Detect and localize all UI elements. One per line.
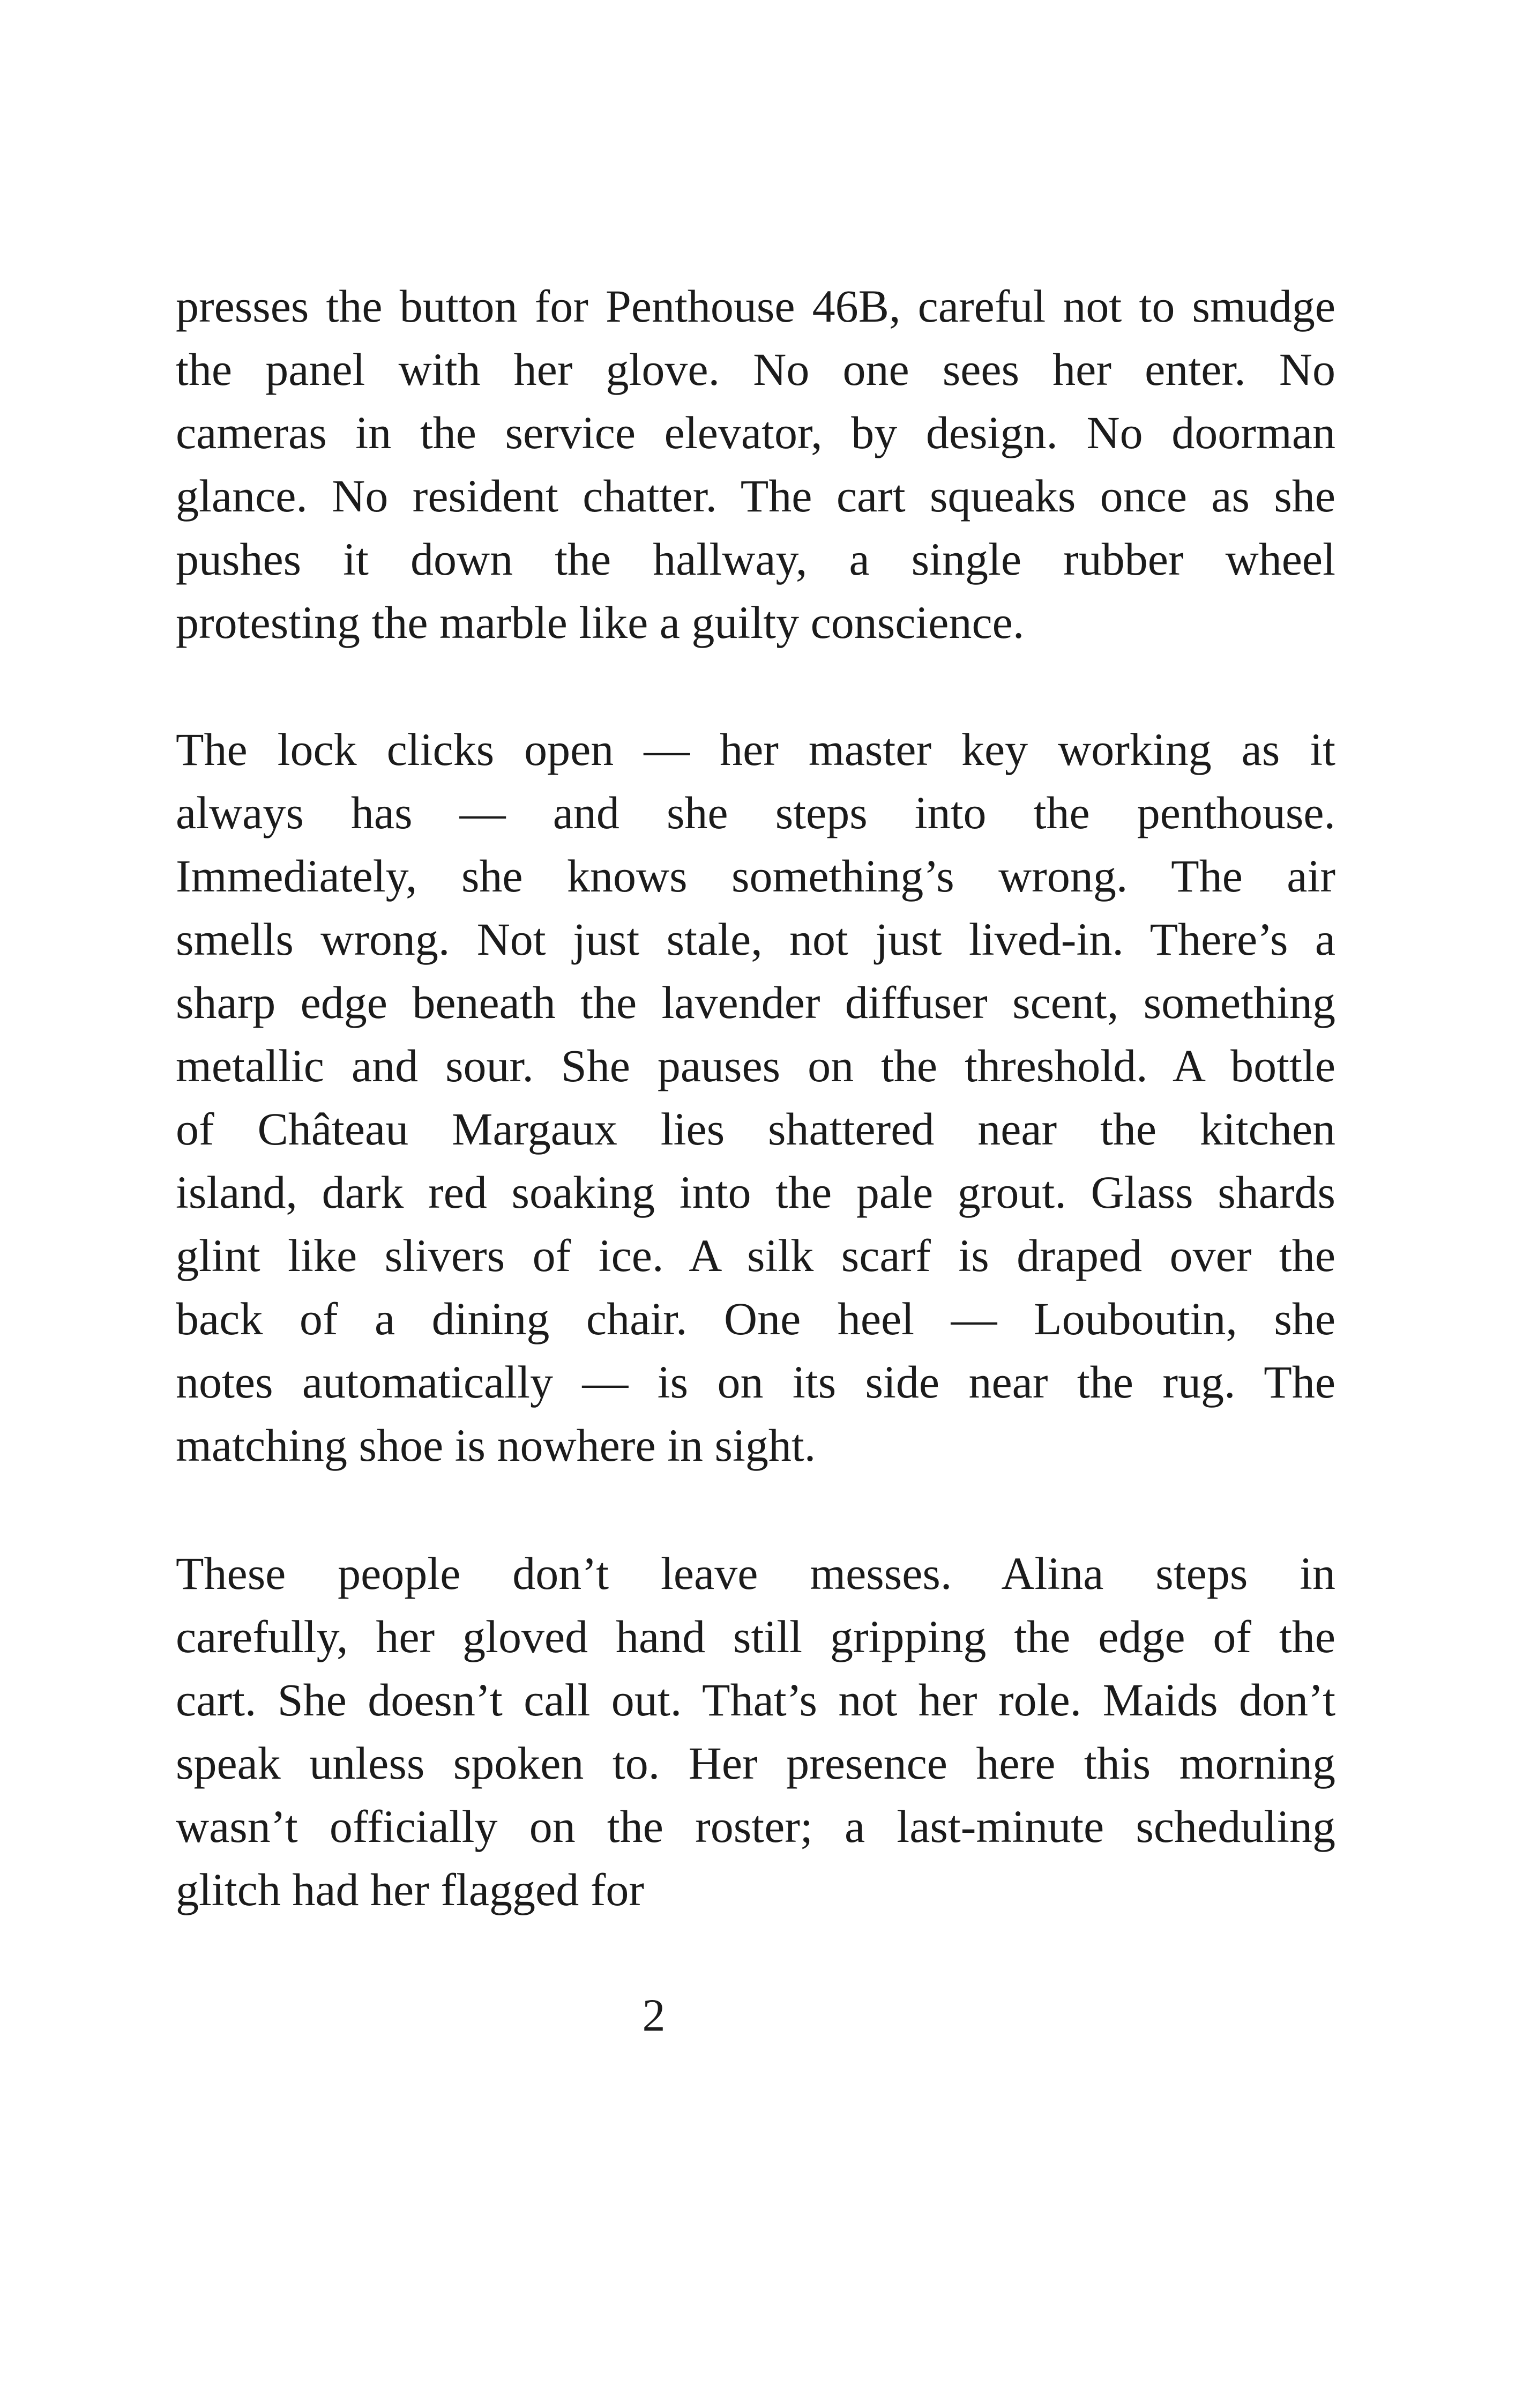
text-line: notes automatically — is on its side near the rug. The xyxy=(176,1356,1335,1408)
text-line: pushes it down the hallway, a single rubber wheel xyxy=(176,533,1335,585)
text-line: the panel with her glove. No one sees her enter. No xyxy=(176,344,1335,395)
paragraph-1 xyxy=(176,274,1335,654)
text-line: smells wrong. Not just stale, not just lived-in. There’s a xyxy=(176,913,1335,965)
text-line: glance. No resident chatter. The cart squeaks once as she xyxy=(176,470,1335,522)
text-line: back of a dining chair. One heel — Louboutin, she xyxy=(176,1293,1335,1344)
text-line: always has — and she steps into the penthouse. xyxy=(176,787,1335,838)
text-line: glitch had her flagged for xyxy=(176,1864,644,1915)
text-line: island, dark red soaking into the pale grout. Glass shards xyxy=(176,1166,1335,1218)
text-line: protesting the marble like a guilty conscience. xyxy=(176,597,1025,648)
text-line: metallic and sour. She pauses on the threshold. A bottle xyxy=(176,1040,1335,1091)
page-number: 2 xyxy=(642,1989,666,2041)
text-line: The lock clicks open — her master key working as it xyxy=(176,724,1335,775)
text-line: cameras in the service elevator, by design. No doorman xyxy=(176,407,1335,458)
text-line: Immediately, she knows something’s wrong. The air xyxy=(176,850,1335,902)
paragraph-2 xyxy=(176,718,1335,1477)
text-line: wasn’t officially on the roster; a last-minute scheduling xyxy=(176,1801,1335,1852)
text-line: of Château Margaux lies shattered near the kitchen xyxy=(176,1103,1335,1155)
text-line: cart. She doesn’t call out. That’s not her role. Maids don’t xyxy=(176,1674,1335,1726)
text-line: glint like slivers of ice. A silk scarf is draped over the xyxy=(176,1230,1335,1281)
text-line: speak unless spoken to. Her presence here this morning xyxy=(176,1737,1335,1789)
text-line: These people don’t leave messes. Alina steps in xyxy=(176,1548,1335,1599)
text-line: sharp edge beneath the lavender diffuser scent, something xyxy=(176,977,1335,1028)
text-line: matching shoe is nowhere in sight. xyxy=(176,1419,816,1471)
text-line: presses the button for Penthouse 46B, careful not to smudge xyxy=(176,280,1335,332)
text-line: carefully, her gloved hand still gripping the edge of the xyxy=(176,1611,1335,1662)
paragraph-3 xyxy=(176,1542,1335,1921)
